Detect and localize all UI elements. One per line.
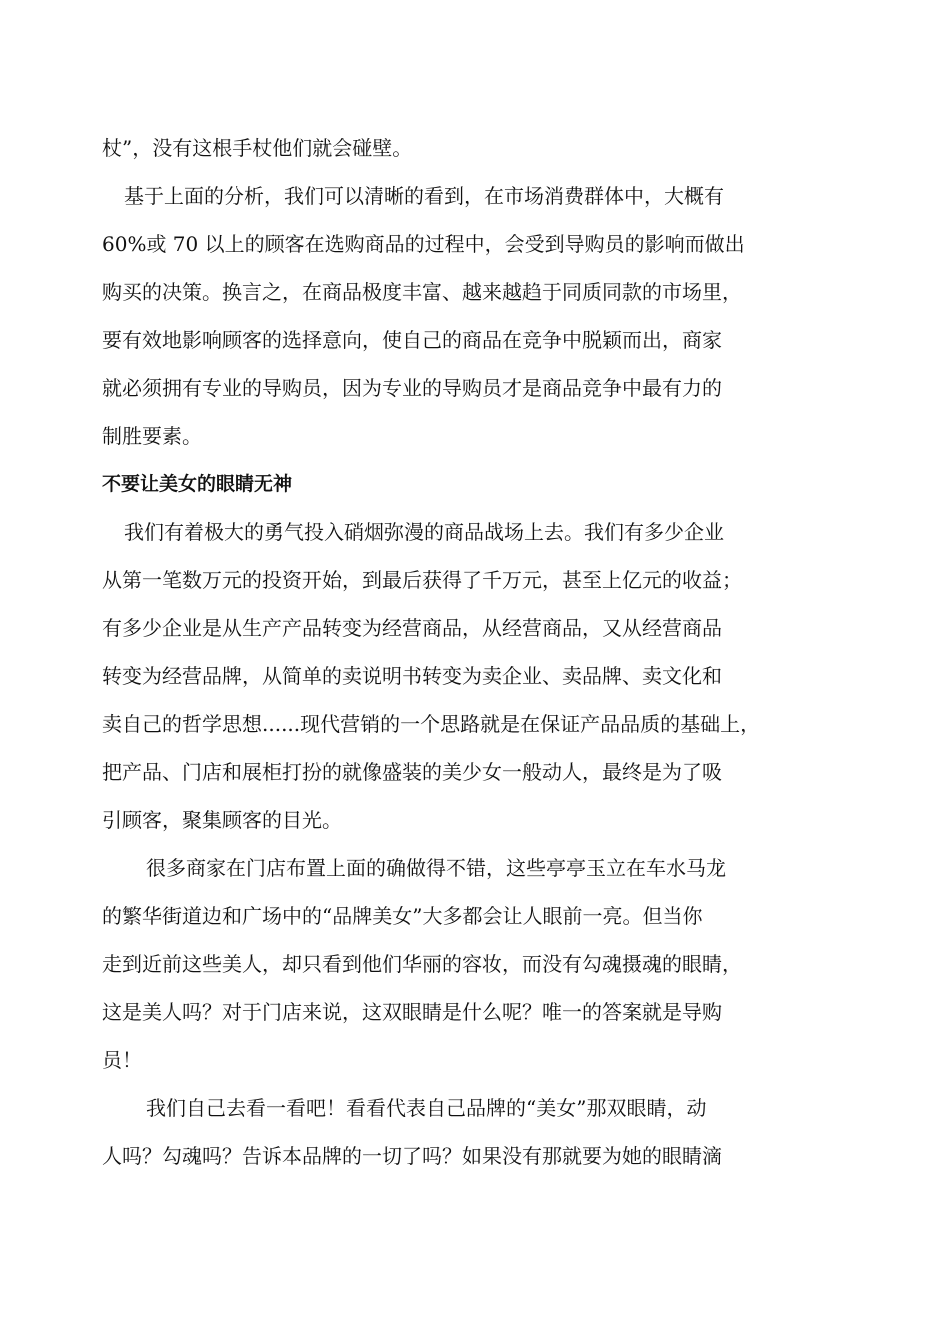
paragraph-line: 就必须拥有专业的导购员，因为专业的导购员才是商品竞争中最有力的	[102, 376, 722, 400]
paragraph-line: 基于上面的分析，我们可以清晰的看到，在市场消费群体中，大概有	[124, 184, 724, 208]
paragraph-line: 把产品、门店和展柜打扮的就像盛装的美少女一般动人，最终是为了吸	[102, 760, 722, 784]
paragraph-line: 卖自己的哲学思想......现代营销的一个思路就是在保证产品品质的基础上，	[102, 712, 761, 736]
paragraph-line: 从第一笔数万元的投资开始，到最后获得了千万元，甚至上亿元的收益；	[102, 568, 742, 592]
paragraph-line: 人吗？勾魂吗？告诉本品牌的一切了吗？如果没有那就要为她的眼睛滴	[102, 1144, 722, 1168]
paragraph-line: 杖”，没有这根手杖他们就会碰壁。	[102, 136, 413, 160]
section-heading: 不要让美女的眼睛无神	[102, 473, 293, 495]
paragraph-line: 制胜要素。	[102, 424, 202, 448]
paragraph-line: 我们有着极大的勇气投入硝烟弥漫的商品战场上去。我们有多少企业	[124, 520, 724, 544]
paragraph-line: 60%或 70 以上的顾客在选购商品的过程中，会受到导购员的影响而做出	[102, 232, 745, 256]
paragraph-line: 这是美人吗？对于门店来说，这双眼睛是什么呢？唯一的答案就是导购	[102, 1000, 722, 1024]
paragraph-line: 很多商家在门店布置上面的确做得不错，这些亭亭玉立在车水马龙	[146, 856, 726, 880]
paragraph-line: 购买的决策。换言之，在商品极度丰富、越来越趋于同质同款的市场里，	[102, 280, 742, 304]
paragraph-line: 有多少企业是从生产产品转变为经营商品，从经营商品，又从经营商品	[102, 616, 722, 640]
paragraph-line: 转变为经营品牌，从简单的卖说明书转变为卖企业、卖品牌、卖文化和	[102, 664, 722, 688]
paragraph-line: 走到近前这些美人，却只看到他们华丽的容妆，而没有勾魂摄魂的眼睛，	[102, 952, 742, 976]
paragraph-line: 的繁华街道边和广场中的“品牌美女”大多都会让人眼前一亮。但当你	[102, 904, 703, 928]
paragraph-line: 引顾客，聚集顾客的目光。	[102, 808, 342, 832]
paragraph-line: 要有效地影响顾客的选择意向，使自己的商品在竞争中脱颖而出，商家	[102, 328, 722, 352]
paragraph-line: 我们自己去看一看吧！看看代表自己品牌的“美女”那双眼睛，动	[146, 1096, 707, 1120]
paragraph-line: 员！	[102, 1048, 142, 1072]
document-body	[102, 124, 812, 1180]
